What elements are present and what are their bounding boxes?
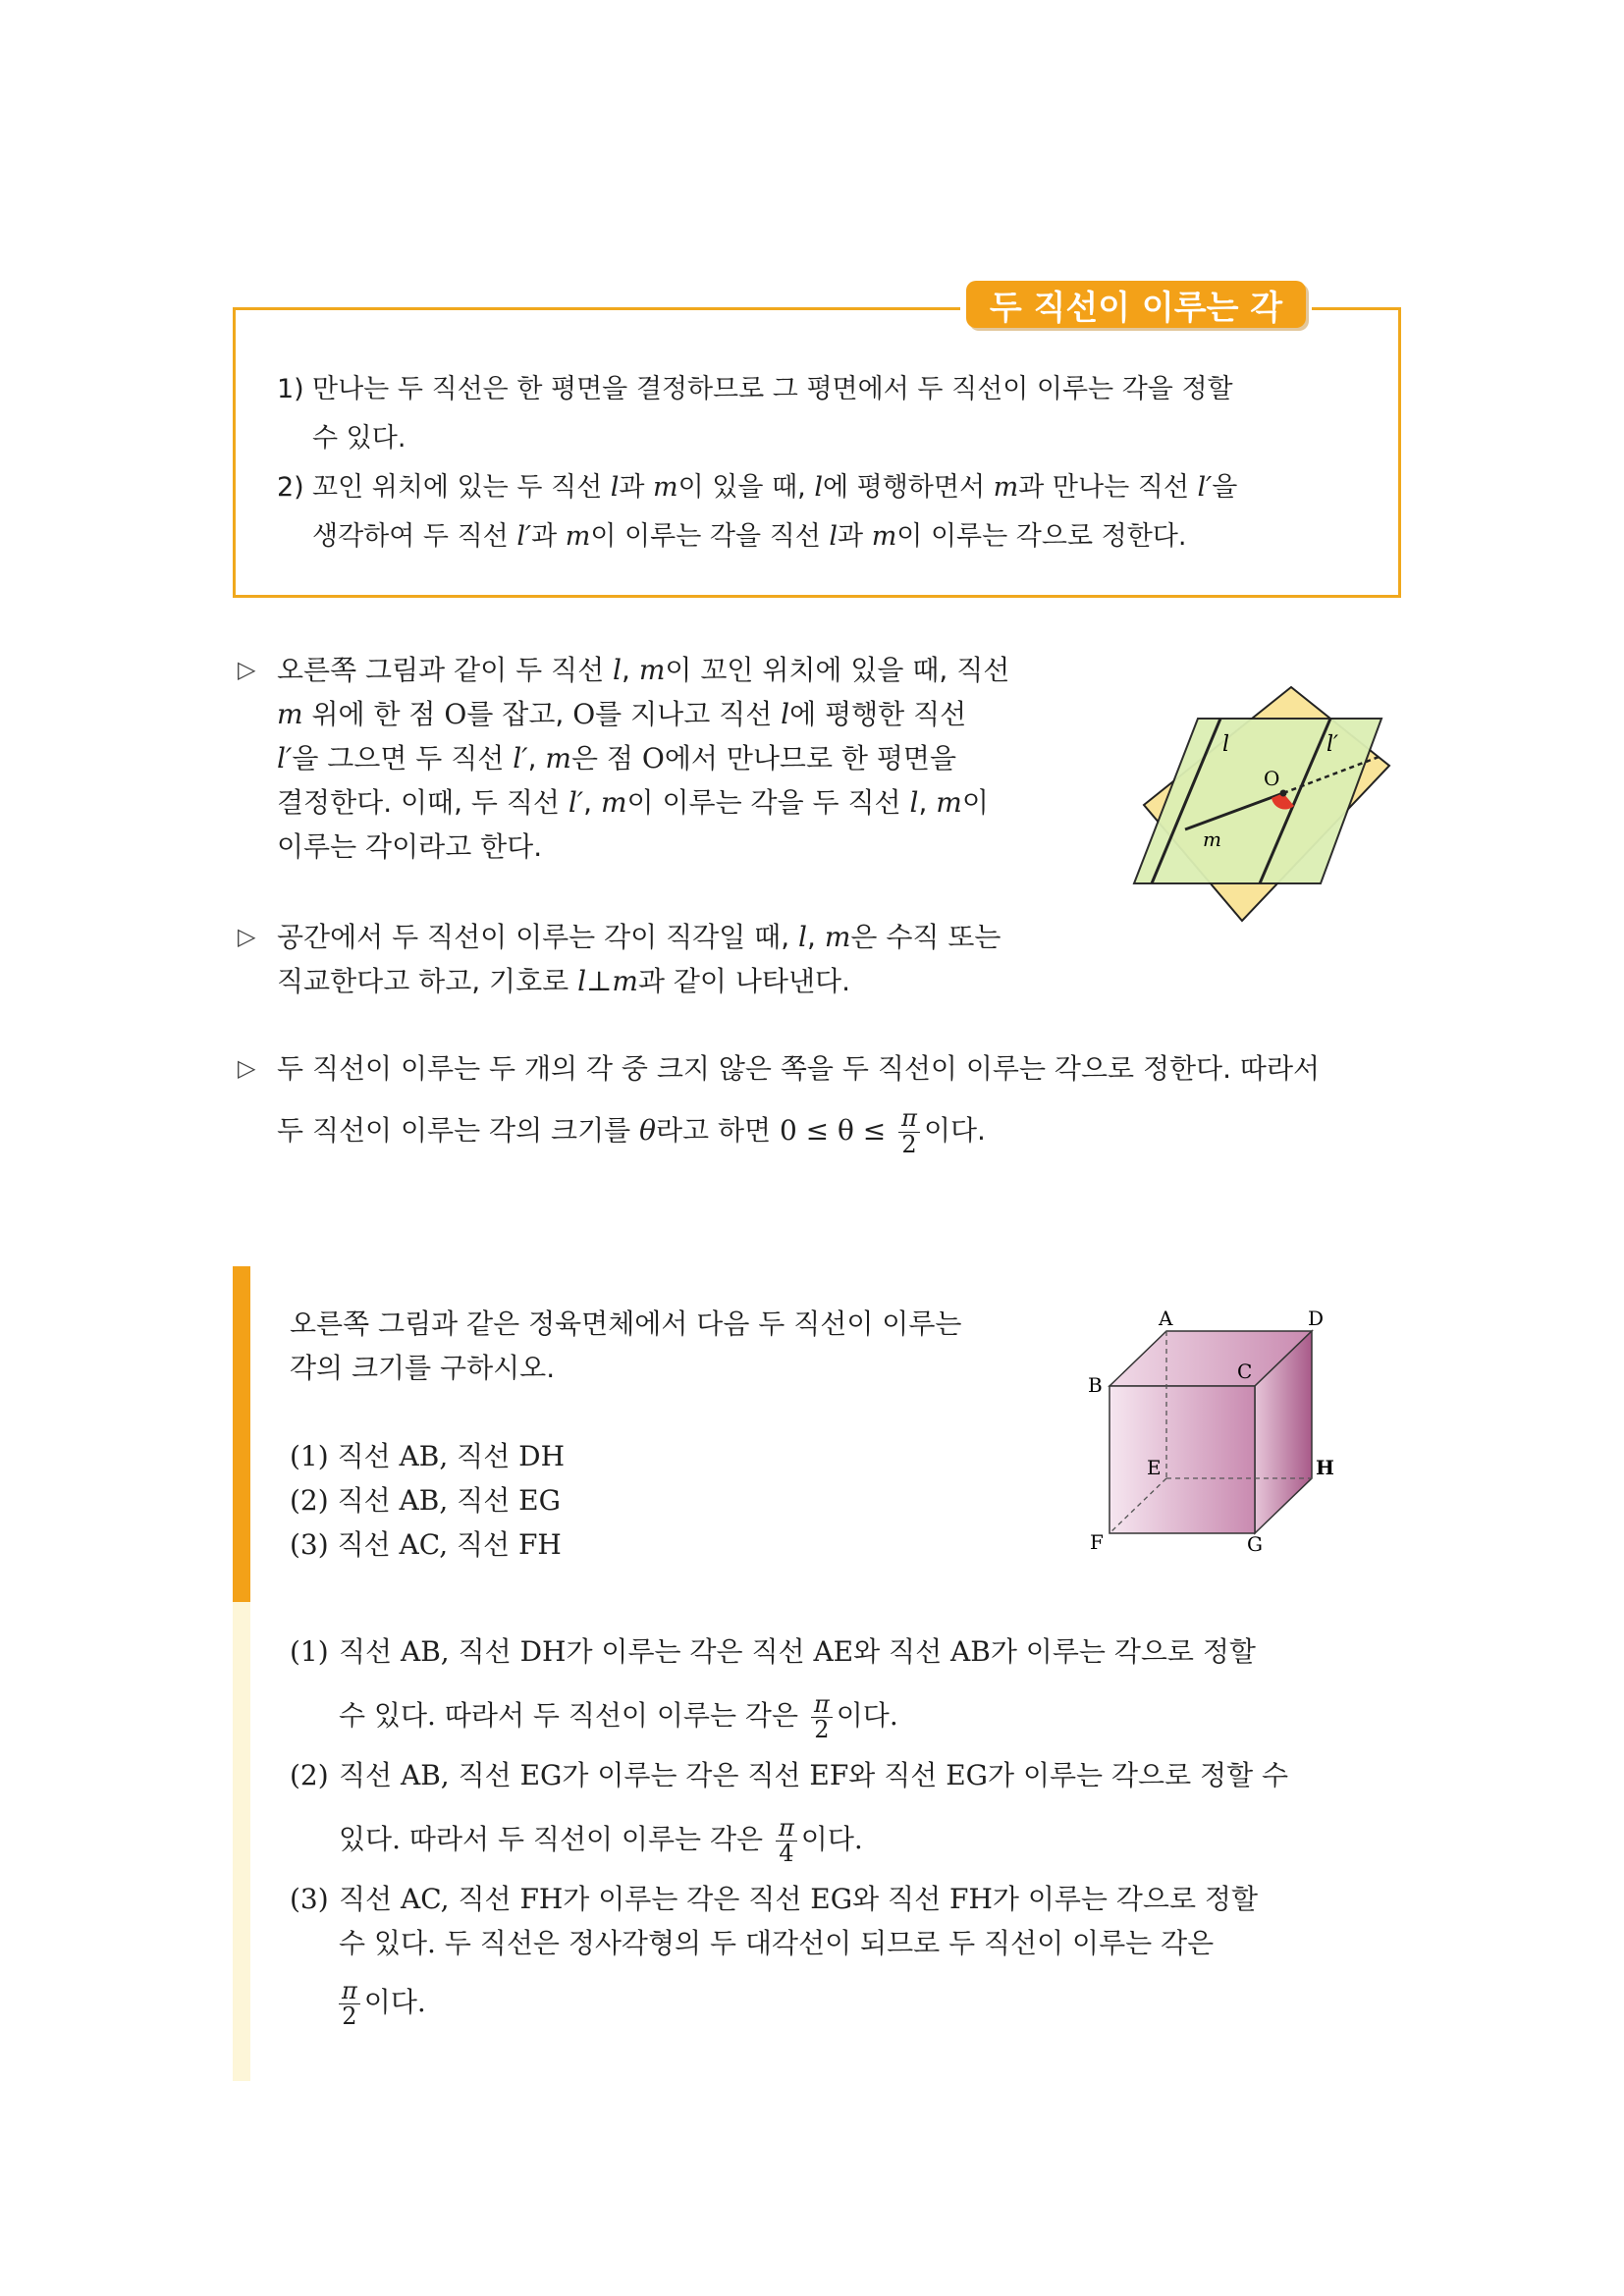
cube-label-B: B — [1088, 1373, 1103, 1397]
label-l: l — [1222, 732, 1230, 757]
cube-label-E: E — [1147, 1456, 1162, 1479]
triangle-bullet-icon: ▷ — [238, 1054, 256, 1082]
label-m: m — [1203, 828, 1221, 851]
fraction-pi-over-2: $\frac{\pi}{2}$ — [339, 1979, 360, 2029]
definition-item-1: 1) 만나는 두 직선은 한 평면을 결정하므로 그 평면에서 두 직선이 이루는 각을 정할 수 있다. — [277, 374, 1233, 454]
example-part-3: (3) 직선 AC, 직선 FH — [290, 1528, 562, 1561]
fraction-pi-over-4: $\frac{\pi}{4}$ — [776, 1816, 797, 1866]
example-part-1: (1) 직선 AB, 직선 DH — [290, 1440, 566, 1472]
definition-item-2: 2) 꼬인 위치에 있는 두 직선 l과 m이 있을 때, l에 평행하면서 m과 만나는 직선 l′을 생각하여 두 직선 l′과 m이 이루는 각을 직선 l과 m이 이루는 각으로 정한다. — [277, 472, 1238, 552]
label-l-prime: l′ — [1326, 732, 1339, 757]
definition-title — [960, 279, 1312, 332]
solution-3-line-3: $\frac{\pi}{2}$ 이다. — [339, 1973, 426, 2032]
cube-label-A: A — [1159, 1307, 1173, 1330]
bullet-2: ▷ 공간에서 두 직선이 이루는 각이 직각일 때, l, m은 수직 또는 직교한다고 하고, 기호로 l⊥m과 같이 나타낸다. — [238, 915, 1062, 1003]
solution-2-line-2: 있다. 따라서 두 직선이 이루는 각은 $\frac{\pi}{4}$ 이다. — [339, 1813, 863, 1867]
solution-2-line-1: (2) 직선 AB, 직선 EG가 이루는 각은 직선 EF와 직선 EG가 이루는 각으로 정할 수 — [290, 1759, 1289, 1791]
triangle-bullet-icon: ▷ — [238, 923, 256, 950]
cube-label-H: H — [1316, 1456, 1334, 1479]
solution-1-line-2: 수 있다. 따라서 두 직선이 이루는 각은 $\frac{\pi}{2}$ 이다. — [339, 1689, 898, 1743]
bullet-3-line-2: 두 직선이 이루는 각의 크기를 θ라고 하면 0 ≤ θ ≤ $\frac{\pi}{2}$ 이다. — [277, 1104, 986, 1158]
example-question-line-2: 각의 크기를 구하시오. — [290, 1352, 556, 1384]
fraction-pi-over-2: $\frac{\pi}{2}$ — [811, 1692, 833, 1742]
cube-label-D: D — [1308, 1307, 1325, 1330]
cube-label-F: F — [1090, 1530, 1104, 1554]
example-accent-bar — [233, 1266, 250, 1602]
solution-accent-bar — [233, 1602, 250, 2081]
point-O — [1280, 790, 1287, 797]
cube-front-face — [1110, 1386, 1255, 1533]
bullet-3: ▷ 두 직선이 이루는 두 개의 각 중 크지 않은 쪽을 두 직선이 이루는 각으로 정한다. 따라서 — [238, 1046, 1396, 1091]
triangle-bullet-icon: ▷ — [238, 656, 256, 683]
example-question-line-1: 오른쪽 그림과 같은 정육면체에서 다음 두 직선이 이루는 — [290, 1308, 962, 1340]
definition-title-text: 두 직선이 이루는 각 — [989, 288, 1283, 328]
example-part-2: (2) 직선 AB, 직선 EG — [290, 1484, 561, 1517]
cube-label-G: G — [1247, 1532, 1263, 1556]
label-O: O — [1264, 767, 1280, 790]
cube-figure — [1080, 1306, 1335, 1561]
plane-green — [1134, 719, 1381, 883]
solution-1-line-1: (1) 직선 AB, 직선 DH가 이루는 각은 직선 AE와 직선 AB가 이루는 각으로 정할 — [290, 1635, 1256, 1668]
solution-3-line-1: (3) 직선 AC, 직선 FH가 이루는 각은 직선 EG와 직선 FH가 이루는 각으로 정할 — [290, 1883, 1259, 1915]
bullet-1: ▷ 오른쪽 그림과 같이 두 직선 l, m이 꼬인 위치에 있을 때, 직선 m 위에 한 점 O를 잡고, O를 지나고 직선 l에 평행한 직선 l′을 그으면 두 직선 l′, m은 점 O에서 만나므로 한 평면을 결정한다. 이때, 두 직선 l′, m이 이루는 각을 두 직선 l, m이 이루는 각이라고 한다. — [238, 648, 1062, 869]
cube-label-C: C — [1237, 1360, 1253, 1383]
planes-figure — [1124, 658, 1399, 933]
fraction-pi-over-2: $\frac{\pi}{2}$ — [898, 1106, 920, 1156]
solution-3-line-2: 수 있다. 두 직선은 정사각형의 두 대각선이 되므로 두 직선이 이루는 각은 — [339, 1927, 1215, 1959]
